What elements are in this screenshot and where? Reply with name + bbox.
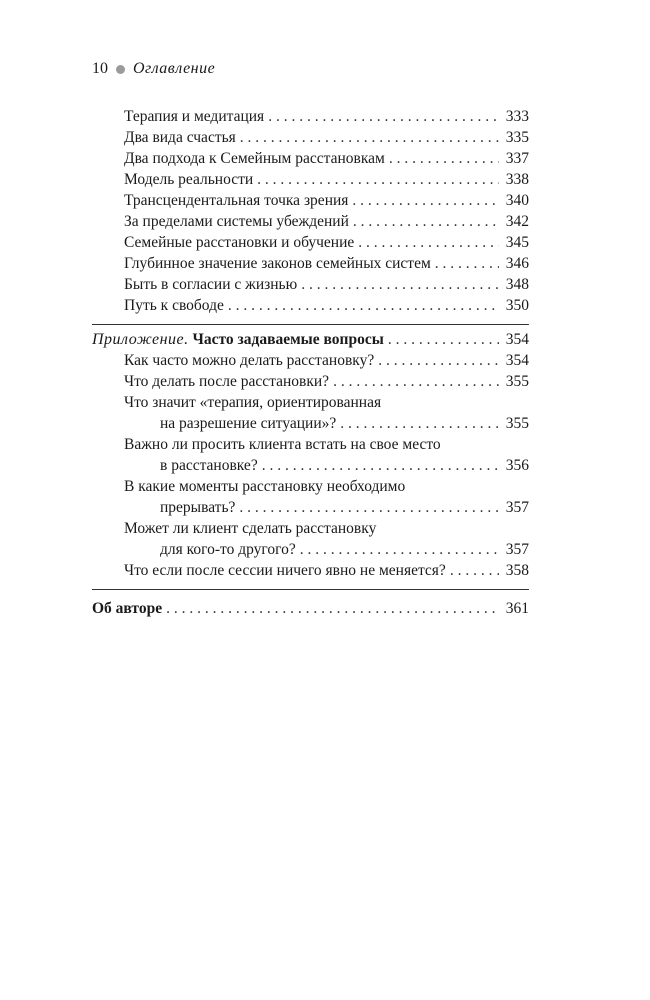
toc-entry-label-line1: В какие моменты расстановку необходимо: [124, 478, 406, 495]
toc-entry-page: 350: [505, 297, 529, 314]
leader-dots: [166, 598, 499, 619]
toc-entry-label: За пределами системы убеждений: [124, 213, 349, 230]
toc-entry: [92, 497, 529, 518]
toc-entry-page: 357: [505, 499, 529, 516]
leader-dots: [378, 350, 499, 371]
leader-dots: [358, 232, 499, 253]
leader-dots: [389, 148, 499, 169]
leader-dots: [300, 539, 499, 560]
toc-entry: [92, 190, 529, 211]
toc-entry: [92, 148, 529, 169]
toc-entry: [92, 455, 529, 476]
appendix-title: Часто задаваемые вопросы: [192, 331, 384, 348]
toc-entry-page: 345: [505, 234, 529, 251]
toc-entry-label-line1: Важно ли просить клиента встать на свое место: [124, 436, 441, 453]
toc-entry: [92, 413, 529, 434]
toc-entry: [92, 232, 529, 253]
leader-dots: [352, 190, 499, 211]
toc-entry: [92, 371, 529, 392]
toc-entry-page: 342: [505, 213, 529, 230]
toc-entry-page: 340: [505, 192, 529, 209]
toc-entry-label: Терапия и медитация: [124, 108, 265, 125]
toc-entry: [92, 560, 529, 581]
toc-entry-label: Семейные расстановки и обучение: [124, 234, 355, 251]
toc-entry-label: Два подхода к Семейным расстановкам: [124, 150, 385, 167]
toc-entry-page: 357: [505, 541, 529, 558]
toc-entry-page: 337: [505, 150, 529, 167]
toc-about-entry: [92, 598, 529, 619]
section-divider: [92, 589, 529, 590]
toc-entry-page: 355: [505, 373, 529, 390]
leader-dots: [388, 329, 499, 350]
toc-entry-label: Об авторе: [92, 600, 163, 617]
toc-entry-label-line2: для кого-то другого?: [160, 541, 296, 558]
toc-entry-label: Модель реальности: [124, 171, 254, 188]
toc-entry-page: 355: [505, 415, 529, 432]
toc-entry-label: Что если после сессии ничего явно не меняется?: [124, 562, 446, 579]
toc-entry-label: Путь к свободе: [124, 297, 224, 314]
toc-entry-label-line2: на разрешение ситуации»?: [160, 415, 337, 432]
toc-entry: [92, 127, 529, 148]
leader-dots: [353, 211, 499, 232]
toc-entry: [92, 274, 529, 295]
toc-entry-label: Быть в согласии с жизнью: [124, 276, 298, 293]
toc-entry-label: Глубинное значение законов семейных систем: [124, 255, 431, 272]
toc-entry-page: 356: [505, 457, 529, 474]
toc-entry-label-line1: Может ли клиент сделать расстановку: [124, 520, 377, 537]
toc-entry-page: 354: [505, 331, 529, 348]
leader-dots: [333, 371, 499, 392]
toc-entry-page: 348: [505, 276, 529, 293]
toc-entry-label-line2: в расстановке?: [160, 457, 258, 474]
toc-entry: [92, 295, 529, 316]
running-head: [92, 60, 215, 78]
appendix-prefix: Приложение.: [92, 331, 189, 348]
toc-entry: [92, 253, 529, 274]
toc-entry: [92, 350, 529, 371]
toc-entry: [92, 211, 529, 232]
leader-dots: [268, 106, 499, 127]
leader-dots: [435, 253, 499, 274]
toc-entry-page: 338: [505, 171, 529, 188]
toc-entry-label: Два вида счастья: [124, 129, 236, 146]
toc-entry-label: Трансцендентальная точка зрения: [124, 192, 349, 209]
toc-entry: [92, 169, 529, 190]
leader-dots: [262, 455, 499, 476]
toc-entry-label: Как часто можно делать расстановку?: [124, 352, 375, 369]
bullet-icon: [116, 65, 125, 74]
page-number: 10: [92, 60, 108, 77]
toc-entry-label: Что делать после расстановки?: [124, 373, 330, 390]
leader-dots: [450, 560, 499, 581]
leader-dots: [239, 497, 499, 518]
toc-entry-page: 335: [505, 129, 529, 146]
toc-entry-page: 358: [505, 562, 529, 579]
leader-dots: [340, 413, 499, 434]
toc-entry-page: 333: [505, 108, 529, 125]
leader-dots: [301, 274, 499, 295]
toc-appendix-entry: [92, 329, 529, 350]
toc-entry: [92, 106, 529, 127]
toc-entry-label-line1: Что значит «терапия, ориентированная: [124, 394, 382, 411]
table-of-contents: [92, 106, 529, 619]
leader-dots: [257, 169, 499, 190]
leader-dots: [240, 127, 499, 148]
section-title: Оглавление: [133, 60, 216, 77]
leader-dots: [228, 295, 499, 316]
toc-entry: [92, 539, 529, 560]
toc-entry-page: 354: [505, 352, 529, 369]
toc-entry-page: 361: [505, 600, 529, 617]
toc-entry-page: 346: [505, 255, 529, 272]
toc-entry-label-line2: прерывать?: [160, 499, 236, 516]
section-divider: [92, 324, 529, 325]
